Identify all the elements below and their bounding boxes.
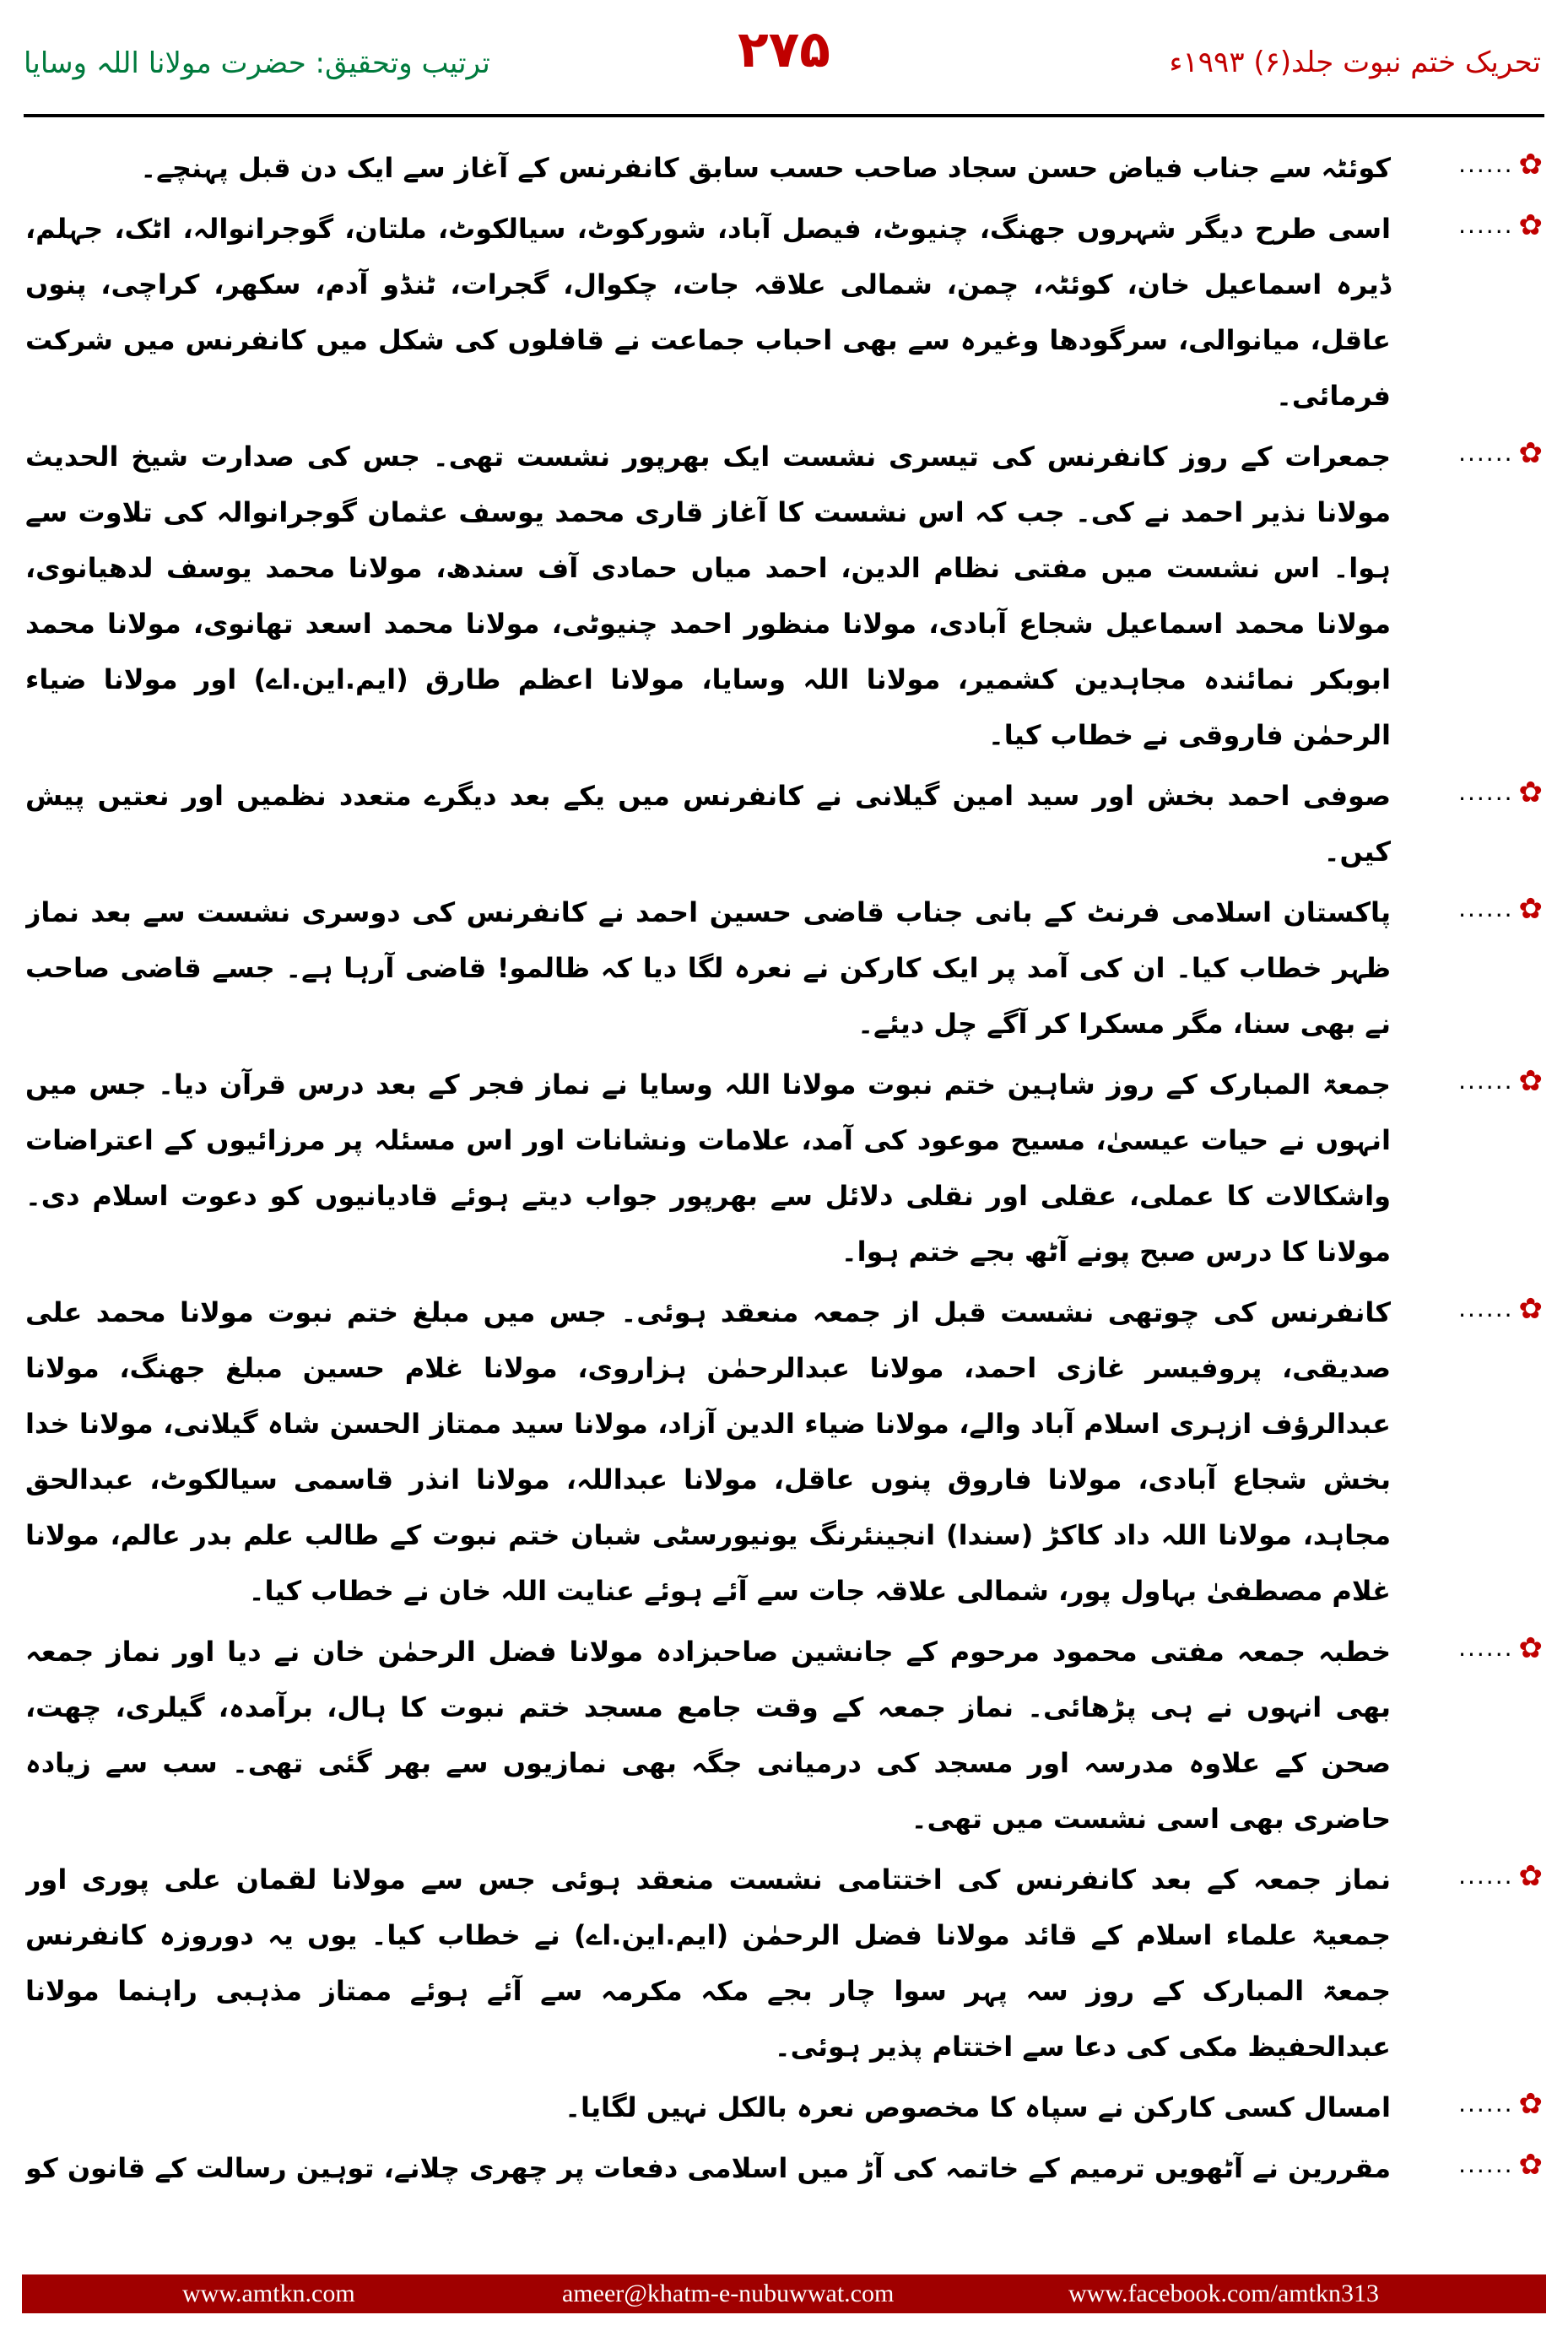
page-header bbox=[0, 0, 1568, 127]
bullet-marker bbox=[1391, 1852, 1543, 1901]
bullet-marker bbox=[1391, 768, 1543, 817]
flower-bullet-icon: ✿ bbox=[1518, 1631, 1543, 1665]
paragraph-text: جمعرات کے روز کانفرنس کی تیسری نشست ایک بھرپور نشست تھی۔ جس کی صدارت شیخ الحدیث مولانا نذیر احمد نے کی۔ جب کہ اس نشست کا آغاز قاری محمد یوسف عثمان گوجرانوالہ کی تلاوت سے ہوا۔ اس نشست میں مفتی نظام الدین، احمد میاں حمادی آف سندھ، مولانا محمد یوسف لدھیانوی، مولانا محمد اسماعیل شجاع آبادی، مولانا منظور احمد چنیوٹی، مولانا محمد اسعد تھانوی، مولانا محمد ابوبکر نمائندہ مجاہدین کشمیر، مولانا اللہ وسایا، مولانا اعظم طارق (ایم.این.اے) اور مولانا ضیاء الرحمٰن فاروقی نے خطاب کیا۔ bbox=[25, 441, 1392, 751]
flower-bullet-icon: ✿ bbox=[1518, 892, 1543, 926]
paragraph-text: اسی طرح دیگر شہروں جھنگ، چنیوٹ، فیصل آباد، شورکوٹ، سیالکوٹ، ملتان، گوجرانوالہ، اٹک، جہلم، ڈیرہ اسماعیل خان، کوئٹہ، چمن، شمالی علاقہ جات، چکوال، گجرات، ٹنڈو آدم، سکھر، کراچی، پنوں عاقل، میانوالی، سرگودھا وغیرہ سے بھی احباب جماعت نے قافلوں کی شکل میں کانفرنس میں شرکت فرمائی۔ bbox=[25, 213, 1391, 412]
paragraph-text: پاکستان اسلامی فرنٹ کے بانی جناب قاضی حسین احمد نے کانفرنس کی دوسری نشست سے بعد نماز ظہر خطاب کیا۔ ان کی آمد پر ایک کارکن نے نعرہ لگا دیا کہ ظالمو! قاضی آرہا ہے۔ جسے قاضی صاحب نے بھی سنا، مگر مسکرا کر آگے چل دیئے۔ bbox=[25, 896, 1391, 1040]
paragraph-text: کوئٹہ سے جناب فیاض حسن سجاد صاحب حسب سابق کانفرنس کے آغاز سے ایک دن قبل پہنچے۔ bbox=[140, 152, 1391, 184]
leader-dots: ...... bbox=[1458, 1862, 1514, 1890]
leader-dots: ...... bbox=[1458, 211, 1514, 239]
paragraph-text: مقررین نے آٹھویں ترمیم کے خاتمہ کی آڑ میں اسلامی دفعات پر چھری چلانے، توہین رسالت کے قانون کو bbox=[25, 2152, 1391, 2184]
leader-dots: ...... bbox=[1458, 1295, 1514, 1322]
flower-bullet-icon: ✿ bbox=[1518, 776, 1543, 809]
article-body bbox=[25, 140, 1543, 2208]
paragraph-text: امسال کسی کارکن نے سپاہ کا مخصوص نعرہ بالکل نہیں لگایا۔ bbox=[565, 2091, 1391, 2123]
flower-bullet-icon: ✿ bbox=[1518, 1292, 1543, 1326]
bullet-paragraph bbox=[25, 1852, 1543, 2074]
bullet-paragraph bbox=[25, 1057, 1543, 1279]
paragraph-text: صوفی احمد بخش اور سید امین گیلانی نے کانفرنس میں یکے بعد دیگرے متعدد نظمیں اور نعتیں پیش کیں۔ bbox=[25, 780, 1391, 868]
page-number: ۲۷۵ bbox=[738, 20, 830, 79]
bullet-marker bbox=[1391, 2080, 1543, 2128]
bullet-paragraph bbox=[25, 140, 1543, 196]
book-title: تحریک ختم نبوت جلد(۶) ۱۹۹۳ء bbox=[1169, 46, 1541, 79]
website-link[interactable]: www.amtkn.com bbox=[182, 2280, 355, 2307]
bullet-marker bbox=[1391, 1624, 1543, 1673]
paragraph-text: کانفرنس کی چوتھی نشست قبل از جمعہ منعقد ہوئی۔ جس میں مبلغ ختم نبوت مولانا محمد علی صدیقی، پروفیسر غازی احمد، مولانا عبدالرحمٰن ہزاروی، مولانا غلام حسین مبلغ جھنگ، مولانا عبدالرؤف ازہری اسلام آباد والے، مولانا ضیاء الدین آزاد، مولانا سید ممتاز الحسن شاہ گیلانی، مولانا خدا بخش شجاع آبادی، مولانا فاروق پنوں عاقل، مولانا عبداللہ، مولانا انذر قاسمی سیالکوٹ، عبدالحق مجاہد، مولانا اللہ داد کاکڑ (سندا) انجینئرنگ یونیورسٹی شبان ختم نبوت کے طالب علم بدر عالم، مولانا غلام مصطفیٰ بہاول پور، شمالی علاقہ جات سے آئے ہوئے عنایت اللہ خان نے خطاب کیا۔ bbox=[25, 1296, 1391, 1607]
bullet-paragraph bbox=[25, 201, 1543, 424]
bullet-marker bbox=[1391, 429, 1543, 478]
flower-bullet-icon: ✿ bbox=[1518, 436, 1543, 470]
header-divider bbox=[24, 114, 1544, 117]
page-footer bbox=[22, 2274, 1546, 2313]
leader-dots: ...... bbox=[1458, 1067, 1514, 1095]
bullet-marker bbox=[1391, 201, 1543, 250]
bullet-marker bbox=[1391, 884, 1543, 933]
flower-bullet-icon: ✿ bbox=[1518, 208, 1543, 242]
bullet-paragraph bbox=[25, 1285, 1543, 1619]
leader-dots: ...... bbox=[1458, 150, 1514, 178]
leader-dots: ...... bbox=[1458, 778, 1514, 806]
bullet-marker bbox=[1391, 1057, 1543, 1106]
bullet-paragraph bbox=[25, 884, 1543, 1052]
bullet-paragraph bbox=[25, 2080, 1543, 2135]
bullet-paragraph bbox=[25, 768, 1543, 879]
flower-bullet-icon: ✿ bbox=[1518, 1859, 1543, 1893]
leader-dots: ...... bbox=[1458, 895, 1514, 922]
flower-bullet-icon: ✿ bbox=[1518, 1064, 1543, 1098]
leader-dots: ...... bbox=[1458, 2150, 1514, 2178]
leader-dots: ...... bbox=[1458, 2090, 1514, 2118]
flower-bullet-icon: ✿ bbox=[1518, 2148, 1543, 2182]
leader-dots: ...... bbox=[1458, 1634, 1514, 1662]
bullet-marker bbox=[1391, 140, 1543, 189]
flower-bullet-icon: ✿ bbox=[1518, 148, 1543, 181]
bullet-marker bbox=[1391, 1285, 1543, 1333]
compiler-credit: ترتیب وتحقیق: حضرت مولانا اللہ وسایا bbox=[24, 46, 490, 80]
facebook-link[interactable]: www.facebook.com/amtkn313 bbox=[1068, 2280, 1379, 2307]
paragraph-text: جمعۃ المبارک کے روز شاہین ختم نبوت مولانا اللہ وسایا نے نماز فجر کے بعد درس قرآن دیا۔ جس میں انہوں نے حیات عیسیٰ، مسیح موعود کی آمد، علامات ونشانات اور اس مسئلہ پر مرزائیوں کے اعتراضات واشکالات کا عملی، عقلی اور نقلی دلائل سے بھرپور جواب دیتے ہوئے قادیانیوں کو دعوت اسلام دی۔ مولانا کا درس صبح پونے آٹھ بجے ختم ہوا۔ bbox=[25, 1068, 1391, 1268]
flower-bullet-icon: ✿ bbox=[1518, 2087, 1543, 2121]
bullet-paragraph bbox=[25, 1624, 1543, 1847]
bullet-paragraph bbox=[25, 429, 1543, 763]
bullet-paragraph bbox=[25, 2140, 1543, 2208]
paragraph-text: خطبہ جمعہ مفتی محمود مرحوم کے جانشین صاحبزادہ مولانا فضل الرحمٰن خان نے دیا اور نماز جمعہ بھی انہوں نے ہی پڑھائی۔ نماز جمعہ کے وقت جامع مسجد ختم نبوت کا ہال، برآمدہ، گیلری، چھت، صحن کے علاوہ مدرسہ اور مسجد کی درمیانی جگہ بھی نمازیوں سے بھر گئی تھی۔ سب سے زیادہ حاضری بھی اسی نشست میں تھی۔ bbox=[25, 1636, 1391, 1835]
email-link[interactable]: ameer@khatm-e-nubuwwat.com bbox=[562, 2280, 895, 2307]
leader-dots: ...... bbox=[1458, 439, 1514, 467]
bullet-marker bbox=[1391, 2140, 1543, 2189]
paragraph-text: نماز جمعہ کے بعد کانفرنس کی اختتامی نشست منعقد ہوئی جس سے مولانا لقمان علی پوری اور جمعیۃ علماء اسلام کے قائد مولانا فضل الرحمٰن (ایم.این.اے) نے خطاب کیا۔ یوں یہ دوروزہ کانفرنس جمعۃ المبارک کے روز سہ پہر سوا چار بجے مکہ مکرمہ سے آئے ہوئے ممتاز مذہبی راہنما مولانا عبدالحفیظ مکی کی دعا سے اختتام پذیر ہوئی۔ bbox=[25, 1863, 1392, 2063]
